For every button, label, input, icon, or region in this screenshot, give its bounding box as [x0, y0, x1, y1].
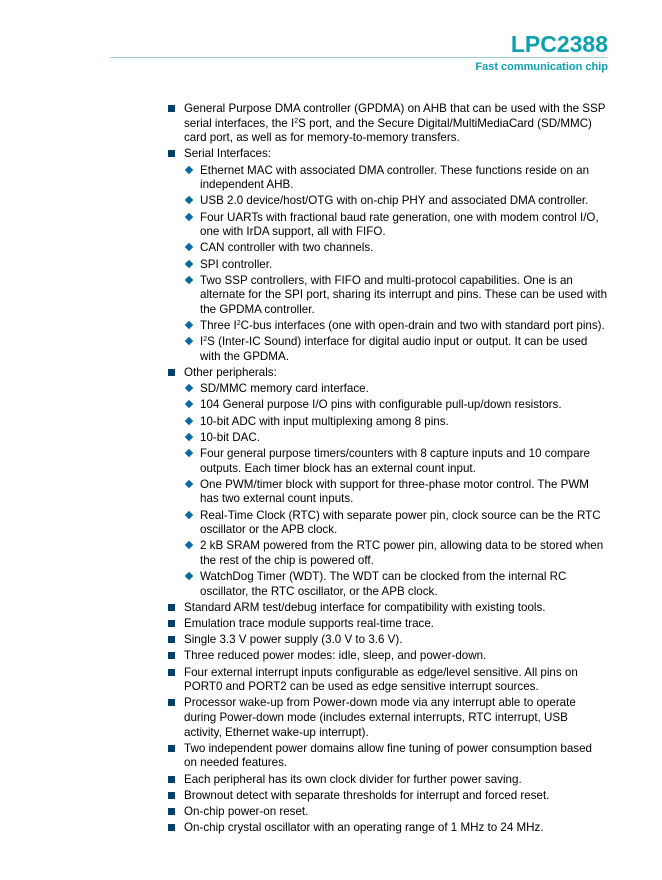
feature-list: [168, 102, 608, 836]
page-header: [0, 0, 662, 80]
diamond-bullet-icon: [185, 259, 193, 267]
diamond-bullet-icon: [185, 433, 193, 441]
peripheral-item: 10-bit DAC.: [184, 431, 608, 446]
diamond-bullet-icon: [185, 541, 193, 549]
diamond-bullet-icon: [185, 572, 193, 580]
serial-item: Ethernet MAC with associated DMA controller. These functions reside on an independent AHB.: [184, 164, 608, 193]
other-peripherals-list: [184, 382, 608, 599]
feature-item: On-chip crystal oscillator with an operating range of 1 MHz to 24 MHz.: [168, 821, 608, 836]
feature-item-serial-interfaces: [168, 147, 608, 364]
feature-item: Processor wake-up from Power-down mode via any interrupt able to operate during Power-down mode (includes external interrupts, RTC interrupt, USB activity, Ethernet wake-up interrupt).: [168, 696, 608, 740]
feature-item: Two independent power domains allow fine tuning of power consumption based on needed features.: [168, 742, 608, 771]
diamond-bullet-icon: [185, 510, 193, 518]
feature-text: General Purpose DMA controller (GPDMA) on AHB that can be used with the SSP serial interfaces, the $I^2S$ port, and the Secure Digital/MultiMediaCard (SD/MMC) card port, as well as for memory-to-memory transfers.: [184, 102, 606, 145]
diamond-bullet-icon: [185, 321, 193, 329]
diamond-bullet-icon: [185, 212, 193, 220]
square-bullet-icon: [168, 824, 175, 831]
serial-item-i2s: $I^2S$ (Inter-IC Sound) interface for digital audio input or output. It can be used with the GPDMA.: [184, 335, 608, 364]
diamond-bullet-icon: [185, 243, 193, 251]
square-bullet-icon: [168, 620, 175, 627]
serial-interfaces-list: [184, 164, 608, 365]
feature-item: Four external interrupt inputs configurable as edge/level sensitive. All pins on PORT0 and PORT2 can be used as edge sensitive interrupt sources.: [168, 666, 608, 695]
feature-item: Standard ARM test/debug interface for compatibility with existing tools.: [168, 601, 608, 616]
square-bullet-icon: [168, 792, 175, 799]
peripheral-item: WatchDog Timer (WDT). The WDT can be clocked from the internal RC oscillator, the RTC oscillator, or the APB clock.: [184, 570, 608, 599]
square-bullet-icon: [168, 652, 175, 659]
diamond-bullet-icon: [185, 480, 193, 488]
square-bullet-icon: [168, 699, 175, 706]
square-bullet-icon: [168, 150, 175, 157]
diamond-bullet-icon: [185, 165, 193, 173]
square-bullet-icon: [168, 669, 175, 676]
diamond-bullet-icon: [185, 449, 193, 457]
diamond-bullet-icon: [185, 416, 193, 424]
peripheral-item: SD/MMC memory card interface.: [184, 382, 608, 397]
serial-item: CAN controller with two channels.: [184, 241, 608, 256]
page-title: LPC2388: [510, 31, 608, 57]
diamond-bullet-icon: [185, 196, 193, 204]
diamond-bullet-icon: [185, 384, 193, 392]
diamond-bullet-icon: [185, 275, 193, 283]
feature-text: Other peripherals:: [184, 366, 277, 380]
feature-item: Brownout detect with separate thresholds for interrupt and forced reset.: [168, 789, 608, 804]
diamond-bullet-icon: [185, 400, 193, 408]
feature-item: Emulation trace module supports real-time trace.: [168, 617, 608, 632]
square-bullet-icon: [168, 808, 175, 815]
peripheral-item: Four general purpose timers/counters with 8 capture inputs and 10 compare outputs. Each timer block has an external count input.: [184, 447, 608, 476]
peripheral-item: 2 kB SRAM powered from the RTC power pin, allowing data to be stored when the rest of the chip is powered off.: [184, 539, 608, 568]
diamond-bullet-icon: [185, 337, 193, 345]
feature-text: Serial Interfaces:: [184, 147, 271, 161]
feature-item: On-chip power-on reset.: [168, 805, 608, 820]
peripheral-item: One PWM/timer block with support for three-phase motor control. The PWM has two external count inputs.: [184, 478, 608, 507]
feature-item: Three reduced power modes: idle, sleep, and power-down.: [168, 649, 608, 664]
feature-item: Each peripheral has its own clock divider for further power saving.: [168, 773, 608, 788]
square-bullet-icon: [168, 745, 175, 752]
serial-item: Two SSP controllers, with FIFO and multi-protocol capabilities. One is an alternate for the SPI port, sharing its interrupt and pins. These can be used with the GPDMA controller.: [184, 274, 608, 318]
header-rule: [110, 57, 608, 58]
square-bullet-icon: [168, 105, 175, 112]
feature-item-gpdma: [168, 102, 608, 146]
page-subtitle: Fast communication chip: [475, 61, 608, 73]
square-bullet-icon: [168, 604, 175, 611]
feature-item: Single 3.3 V power supply (3.0 V to 3.6 V).: [168, 633, 608, 648]
square-bullet-icon: [168, 636, 175, 643]
feature-item-other-peripherals: [168, 366, 608, 599]
feature-list-container: [168, 102, 608, 837]
serial-item: Four UARTs with fractional baud rate generation, one with modem control I/O, one with IrDA support, all with FIFO.: [184, 211, 608, 240]
square-bullet-icon: [168, 369, 175, 376]
peripheral-item: Real-Time Clock (RTC) with separate power pin, clock source can be the RTC oscillator or the APB clock.: [184, 509, 608, 538]
peripheral-item: 104 General purpose I/O pins with configurable pull-up/down resistors.: [184, 398, 608, 413]
peripheral-item: 10-bit ADC with input multiplexing among 8 pins.: [184, 415, 608, 430]
serial-item: USB 2.0 device/host/OTG with on-chip PHY and associated DMA controller.: [184, 194, 608, 209]
serial-item: SPI controller.: [184, 258, 608, 273]
serial-item-i2c: Three $I^2C$-bus interfaces (one with open-drain and two with standard port pins).: [184, 319, 608, 334]
square-bullet-icon: [168, 776, 175, 783]
